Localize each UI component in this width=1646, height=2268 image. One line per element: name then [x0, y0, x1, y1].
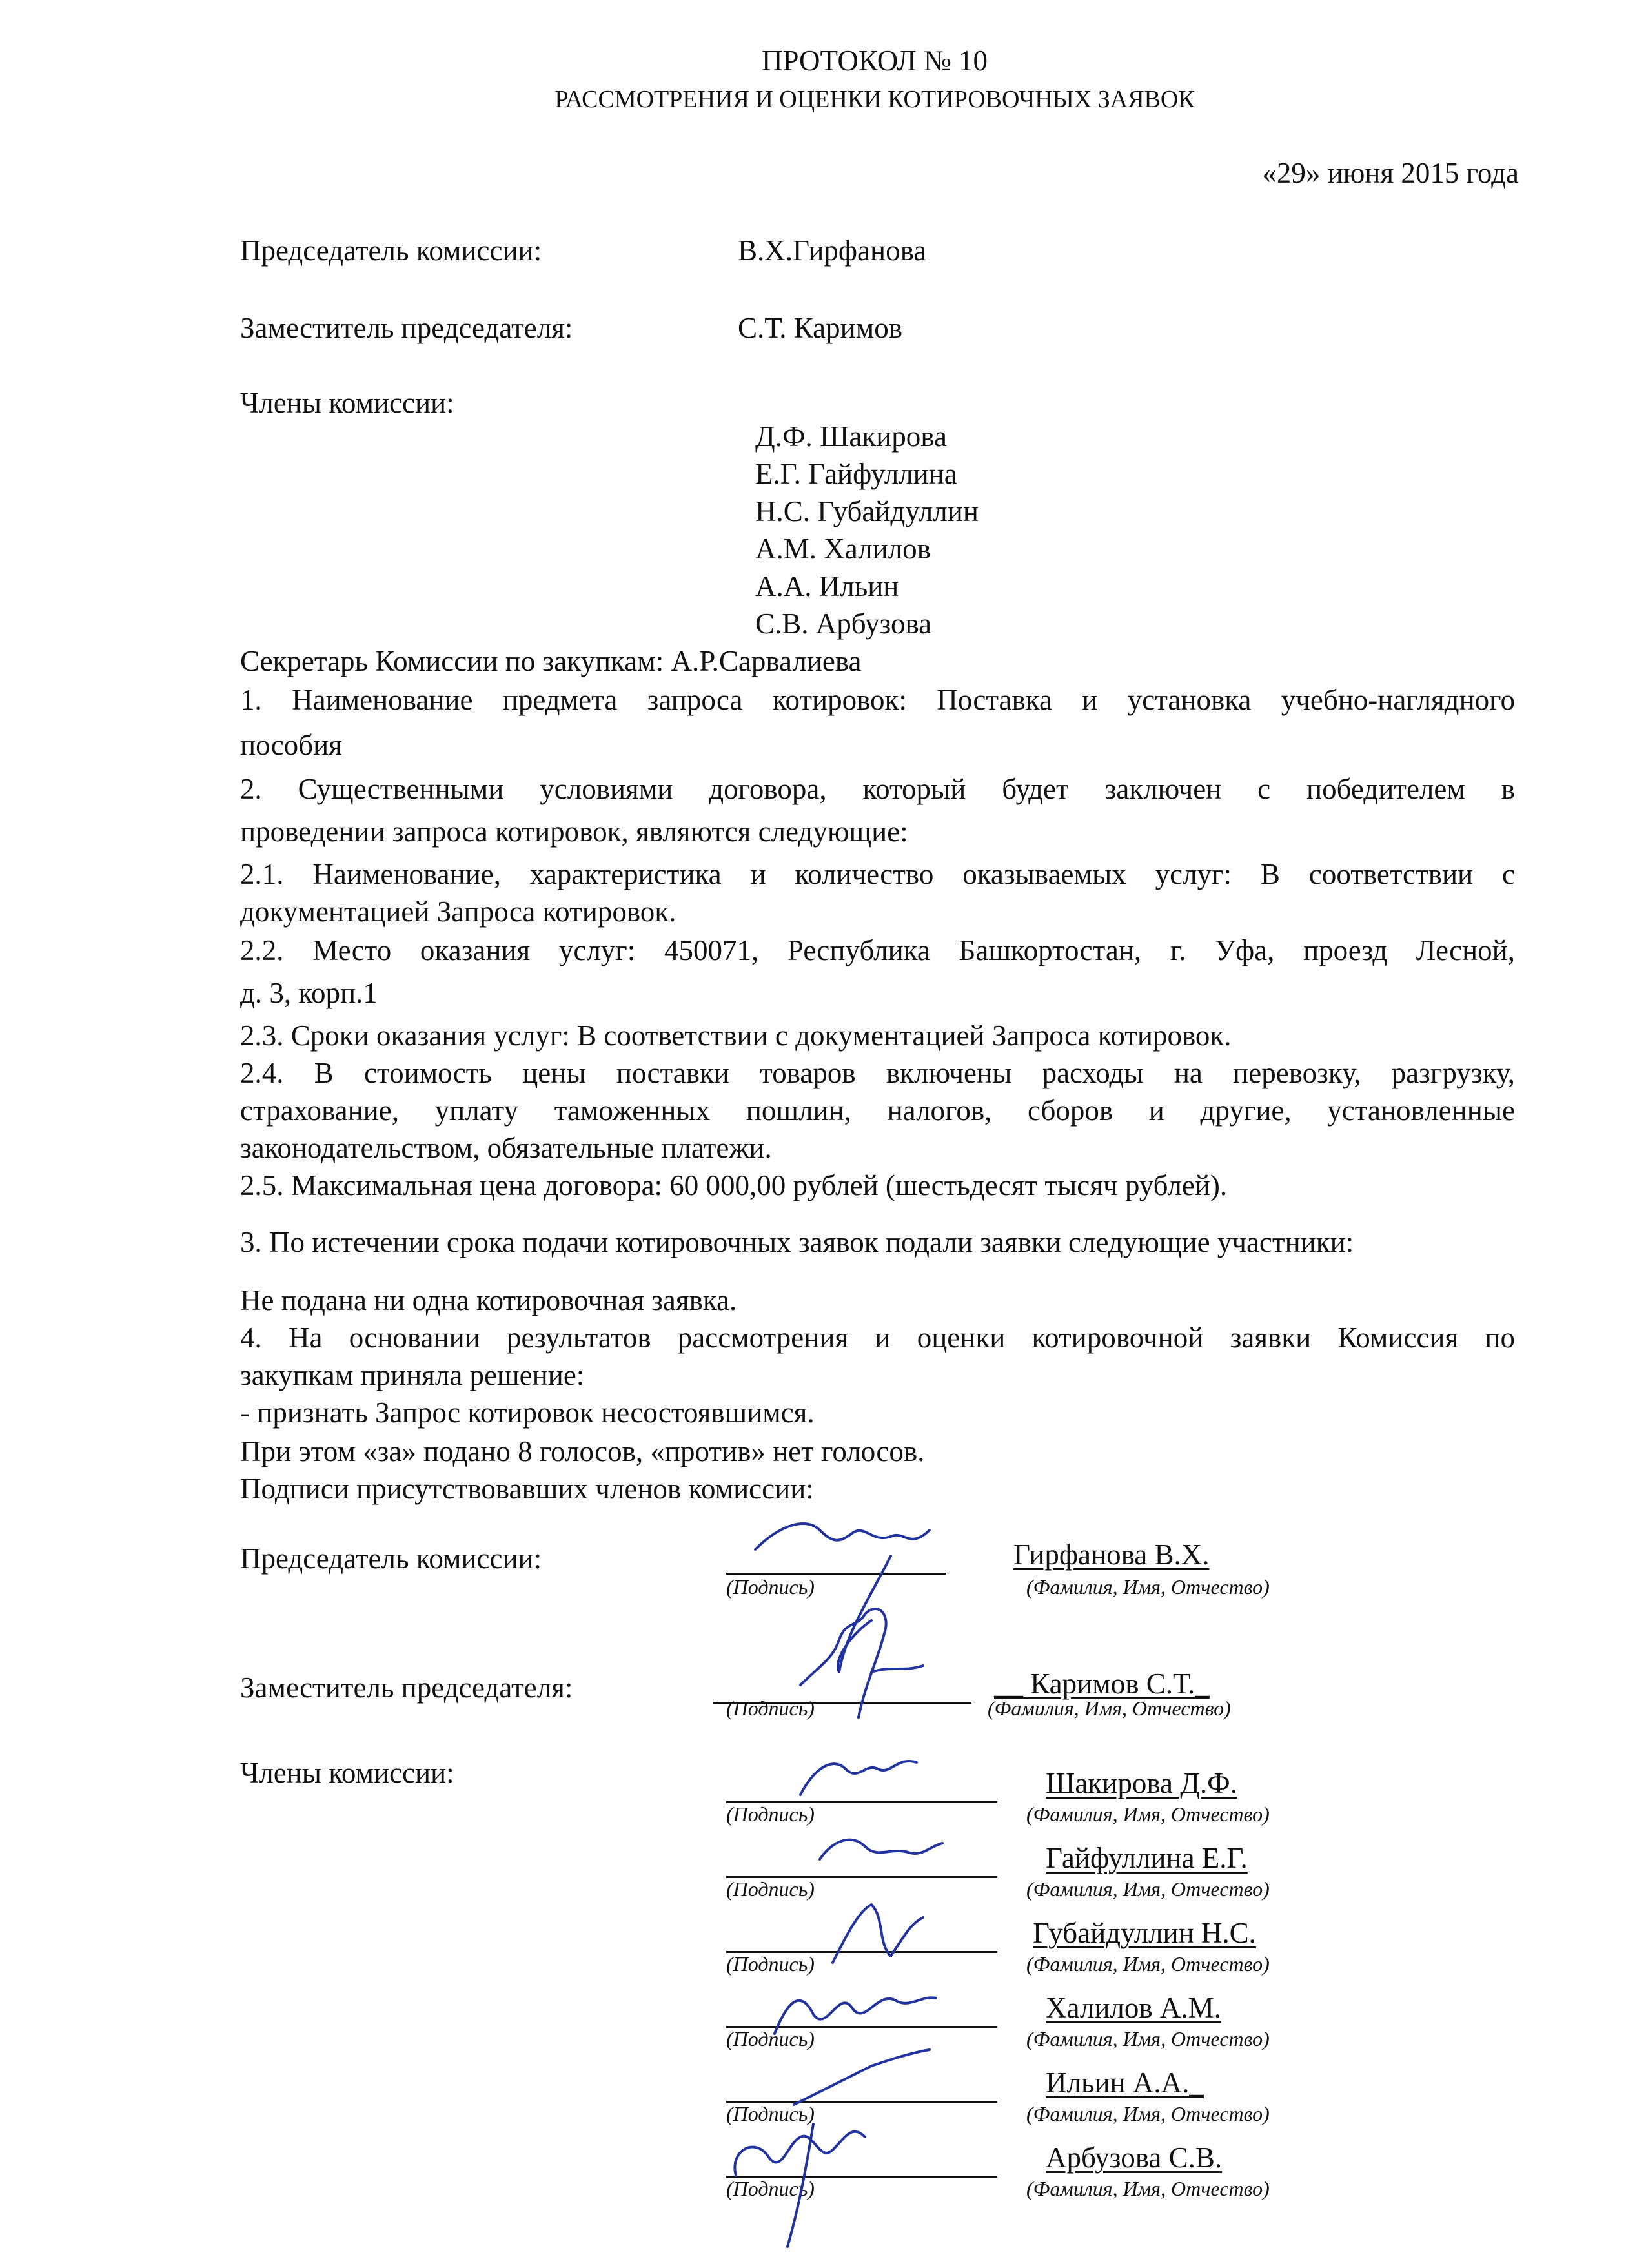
paragraph-2-2: 2.2. Место оказания услуг: 450071, Республика Башкортостан, г. Уфа, проезд Лесной, — [240, 934, 1515, 966]
name-caption: (Фамилия, Имя, Отчество) — [1026, 2177, 1270, 2200]
signer-name: Гайфуллина Е.Г. — [1046, 1842, 1248, 1874]
chair-label: Председатель комиссии: — [240, 234, 542, 267]
votes-line: При этом «за» подано 8 голосов, «против» нет голосов. — [240, 1435, 925, 1467]
signer-name: Гирфанова В.Х. — [1013, 1538, 1210, 1571]
signature-caption: (Подпись) — [726, 2177, 815, 2200]
name-caption: (Фамилия, Имя, Отчество) — [1026, 2027, 1270, 2050]
sign-deputy-label: Заместитель председателя: — [240, 1671, 573, 1704]
signature-caption: (Подпись) — [726, 1575, 815, 1599]
members-label: Члены комиссии: — [240, 387, 454, 419]
signer-name: Губайдуллин Н.С. — [1033, 1917, 1256, 1949]
member-signature — [716, 2098, 910, 2253]
signatures-intro: Подписи присутствовавших членов комиссии: — [240, 1473, 814, 1505]
paragraph-2-4-cont: страхование, уплату таможенных пошлин, налогов, сборов и другие, установленные — [240, 1094, 1515, 1127]
paragraph-2-2-cont: д. 3, корп.1 — [240, 977, 378, 1009]
chair-name: В.Х.Гирфанова — [738, 234, 927, 267]
member-name: Н.С. Губайдуллин — [755, 495, 979, 527]
paragraph-2-4: 2.4. В стоимость цены поставки товаров включены расходы на перевозку, разгрузку, — [240, 1057, 1515, 1089]
signature-caption: (Подпись) — [726, 1803, 815, 1826]
paragraph-2-1-cont: документацией Запроса котировок. — [240, 895, 676, 928]
document-title: ПРОТОКОЛ № 10 — [761, 45, 988, 77]
paragraph-3: 3. По истечении срока подачи котировочных заявок подали заявки следующие участники: — [240, 1226, 1354, 1258]
member-name: С.В. Арбузова — [755, 608, 932, 640]
name-caption: (Фамилия, Имя, Отчество) — [988, 1697, 1231, 1720]
sign-chair-label: Председатель комиссии: — [240, 1542, 542, 1575]
paragraph-2-5: 2.5. Максимальная цена договора: 60 000,00 рублей (шестьдесят тысяч рублей). — [240, 1169, 1228, 1201]
paragraph-4-decision: - признать Запрос котировок несостоявшимся. — [240, 1396, 815, 1429]
paragraph-2-1: 2.1. Наименование, характеристика и количество оказываемых услуг: В соответствии с — [240, 858, 1515, 890]
name-caption: (Фамилия, Имя, Отчество) — [1026, 1877, 1270, 1901]
signer-name: Шакирова Д.Ф. — [1046, 1767, 1237, 1799]
member-name: А.М. Халилов — [755, 533, 931, 565]
member-name: Д.Ф. Шакирова — [755, 420, 947, 453]
deputy-label: Заместитель председателя: — [240, 312, 573, 344]
signer-name: __ Каримов С.Т._ — [994, 1668, 1210, 1700]
document-subtitle: РАССМОТРЕНИЯ И ОЦЕНКИ КОТИРОВОЧНЫХ ЗАЯВОК — [554, 86, 1195, 113]
member-signature — [800, 1808, 955, 1885]
signer-name: Ильин А.А._ — [1046, 2067, 1204, 2099]
paragraph-2-4-end: законодательством, обязательные платежи. — [240, 1132, 772, 1164]
paragraph-2-cont: проведении запроса котировок, являются следующие: — [240, 815, 908, 848]
paragraph-2: 2. Существенными условиями договора, который будет заключен с победителем в — [240, 773, 1515, 805]
paragraph-1: 1. Наименование предмета запроса котировок: Поставка и установка учебно-наглядного — [240, 684, 1515, 716]
paragraph-2-3: 2.3. Сроки оказания услуг: В соответствии с документацией Запроса котировок. — [240, 1019, 1232, 1052]
name-caption: (Фамилия, Имя, Отчество) — [1026, 1803, 1270, 1826]
member-name: Е.Г. Гайфуллина — [755, 458, 957, 490]
signer-name: Арбузова С.В. — [1046, 2141, 1223, 2174]
signature-caption: (Подпись) — [726, 2102, 815, 2125]
paragraph-3-result: Не подана ни одна котировочная заявка. — [240, 1284, 737, 1316]
sign-members-label: Члены комиссии: — [240, 1757, 454, 1789]
member-signature — [787, 1730, 955, 1821]
paragraph-4-cont: закупкам приняла решение: — [240, 1359, 585, 1391]
signature-caption: (Подпись) — [726, 1697, 815, 1720]
member-signature — [762, 1963, 942, 2047]
name-caption: (Фамилия, Имя, Отчество) — [1026, 1952, 1270, 1976]
paragraph-4: 4. На основании результатов рассмотрения и оценки котировочной заявки Комиссия по — [240, 1322, 1515, 1354]
document-date: «29» июня 2015 года — [1262, 157, 1519, 189]
deputy-name: С.Т. Каримов — [738, 312, 902, 344]
signature-caption: (Подпись) — [726, 1877, 815, 1901]
deputy-signature — [775, 1588, 968, 1730]
name-caption: (Фамилия, Имя, Отчество) — [1026, 1575, 1270, 1599]
secretary-line: Секретарь Комиссии по закупкам: А.Р.Сарвалиева — [240, 645, 862, 677]
signer-name: Халилов А.М. — [1046, 1992, 1221, 2024]
member-name: А.А. Ильин — [755, 570, 899, 602]
signature-caption: (Подпись) — [726, 1952, 815, 1976]
name-caption: (Фамилия, Имя, Отчество) — [1026, 2102, 1270, 2125]
paragraph-1-cont: пособия — [240, 729, 342, 761]
signature-caption: (Подпись) — [726, 2027, 815, 2050]
